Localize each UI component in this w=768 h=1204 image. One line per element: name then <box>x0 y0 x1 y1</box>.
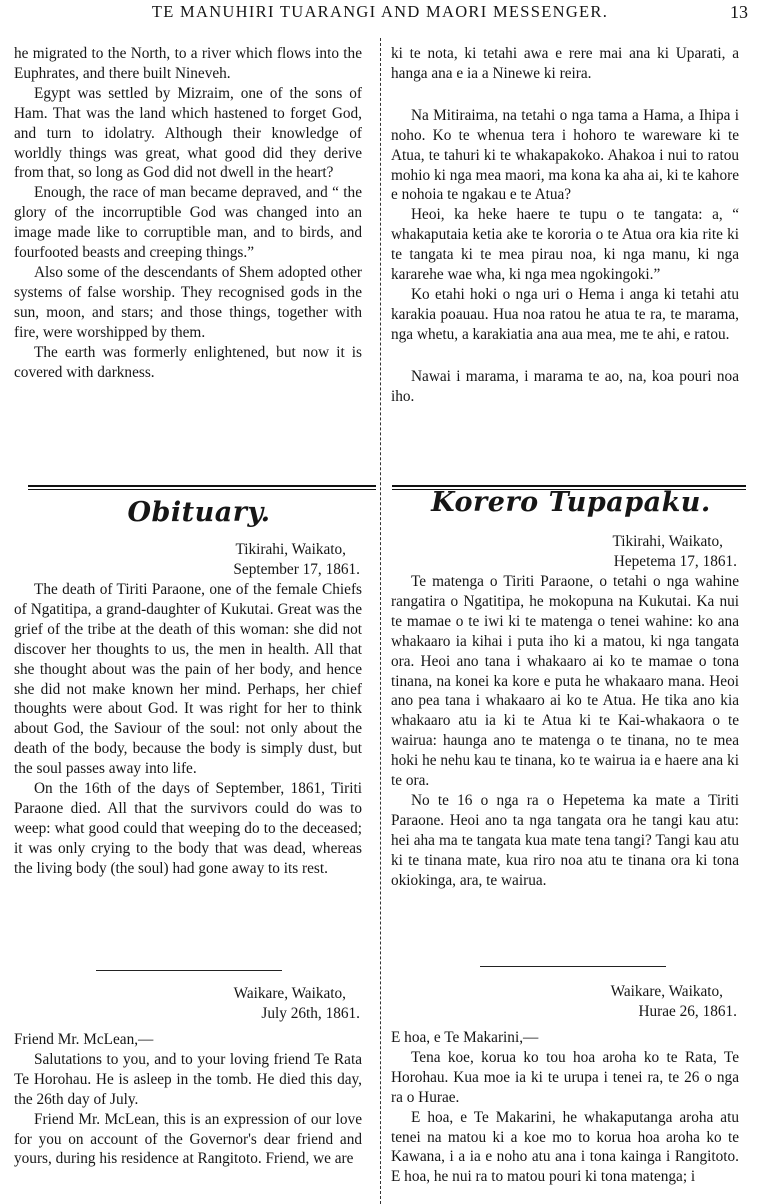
korero-tupapaku-article <box>391 532 739 891</box>
dateline-date: September 17, 1861. <box>233 561 360 578</box>
dateline-date: July 26th, 1861. <box>261 1005 360 1022</box>
letter-dateline <box>14 984 362 1024</box>
paragraph: Egypt was settled by Mizraim, one of the sons of Ham. That was the land which hastened to forget God, and turn to idolatry. Although their knowledge of worldly things was great, what good did they derive from that, so long as God did not dwell in the heart? <box>14 84 362 182</box>
letter-salutation: Friend Mr. McLean,— <box>14 1031 154 1048</box>
paragraph: Friend Mr. McLean, this is an expression of our love for you on account of the Governor's dear friend and yours, during his residence at Rangitoto. Friend, we are <box>14 1110 362 1168</box>
letter-salutation: E hoa, e Te Makarini,— <box>391 1029 539 1046</box>
letter-english <box>14 984 362 1169</box>
obituary-heading: Obituary. <box>127 497 271 528</box>
paragraph: he migrated to the North, to a river which flows into the Euphrates, and there built Nineveh. <box>14 45 362 82</box>
letter-maori <box>391 982 739 1187</box>
paragraph: Enough, the race of man became depraved, and “ the glory of the incorruptible God was changed into an image made like to corruptible man, and to birds, and fourfooted beasts and creeping things.” <box>14 184 362 262</box>
article-separator <box>96 970 282 971</box>
paragraph: Nawai i marama, i marama te ao, na, koa pouri noa iho. <box>391 367 739 405</box>
page-number: 13 <box>730 2 748 22</box>
column-divider <box>380 38 381 1204</box>
dateline-date: Hepetema 17, 1861. <box>613 553 737 570</box>
paragraph: Ko etahi hoki o nga uri o Hema i anga ki tetahi atu karakia poauau. Hua noa ratou he atua te ra, te marama, nga whetu, a karakiatia ana aua mea, me te ahi, e ratou. <box>391 285 739 343</box>
continued-article-english <box>14 44 362 382</box>
letter-dateline <box>391 982 739 1022</box>
paragraph: Na Mitiraima, na tetahi o nga tama a Hama, a Ihipa i noho. Ko te whenua tera i hohoro te wareware ki te Atua, te tahuri ki te whakapakoko. Ahakoa i nui to ratou mohio ki nga mea maori, ma kona ka aha ai, ki te kahore e nohoia te ngakau e te Atua? <box>391 106 739 204</box>
paragraph: Te matenga o Tiriti Paraone, o tetahi o nga wahine rangatira o Ngatitipa, he mokopuna na Kukutai. Ka nui te mamae o te iwi ki te matenga o tenei wahine: ko ana whakaaro ia kihai i puta iho ki a matou, ki nga tangata ora. Heoi ano tana i whakaaro ai ko te mamae o tona tinana, na konei ka kore e puta he whakaaro mana. Heoi ano pea tana i whakaaro ai ko te Atua. He tika ano kia whakaaro atu ia ki te Atua ki te Kai-whakaora o te wairua: haunga ano te matenga o te tinana, no te mea hoki he nehu kau te tinana, ko te wairua ia e haere ana ki te ora. <box>391 573 739 790</box>
paragraph: E hoa, e Te Makarini, he whakaputanga aroha atu tenei na matou ki a koe mo to korua hoa aroha ko te Kawana, i a ia e noho atu ana i tona kainga i Rangitoto. E hoa, he nui ra to matou pouri ki tona matenga; i <box>391 1108 739 1186</box>
paragraph: Also some of the descendants of Shem adopted other systems of false worship. They recognised gods in the sun, moon, and stars; and those things, together with fire, were worshipped by them. <box>14 263 362 341</box>
dateline-place: Waikare, Waikato, <box>610 983 723 1000</box>
dateline-place: Tikirahi, Waikato, <box>235 541 346 558</box>
dateline-place: Tikirahi, Waikato, <box>612 533 723 550</box>
dateline-place: Waikare, Waikato, <box>233 985 346 1002</box>
korero-dateline <box>391 532 739 572</box>
continued-article-maori <box>391 44 739 407</box>
paragraph: The death of Tiriti Paraone, one of the female Chiefs of Ngatitipa, a grand-daughter of Kukutai. Great was the grief of the tribe at the death of this woman: she did not discover her thoughts to us, the men in health. All that she thought about was the pain of her body, and hence she did not make known her mind. Perhaps, her chief thoughts were about God. It was right for her to think about God, the Saviour of the soul: not only about the death of the body, because the body is simply dust, but the soul passes away into life. <box>14 581 362 778</box>
paragraph: The earth was formerly enlightened, but now it is covered with darkness. <box>14 343 362 381</box>
section-rule <box>28 485 376 490</box>
article-separator <box>480 966 666 967</box>
masthead-title: TE MANUHIRI TUARANGI AND MAORI MESSENGER. <box>151 2 609 21</box>
paragraph: On the 16th of the days of September, 1861, Tiriti Paraone died. All that the survivors could do was to weep: what good could that weeping do to the deceased; it was only crying to the body that was dead, whereas the living body (the soul) had gone away to its rest. <box>14 780 362 877</box>
paragraph: No te 16 o nga ra o Hepetema ka mate a Tiriti Paraone. Heoi ano ta nga tangata ora he tangi kau atu: hei aha ma te tangata kua mate tena tangi? Tangi kau atu ki te tinana mate, kua riro noa atu te tinana ora ki tona okiokinga, ara, te wairua. <box>391 791 739 889</box>
dateline-date: Hurae 26, 1861. <box>638 1003 737 1020</box>
paragraph: Salutations to you, and to your loving friend Te Rata Te Horohau. He is asleep in the tomb. He died this day, the 26th day of July. <box>14 1050 362 1108</box>
paragraph: Heoi, ka heke haere te tupu o te tangata: a, “ whakaputaia ketia ake te kororia o te Atua ora kia rite ki te tangata ki te mea pirau noa, ki nga manu, ki nga kararehe wae wha, ki nga mea ngokingoki.” <box>391 206 739 284</box>
paragraph: Tena koe, korua ko tou hoa aroha ko te Rata, Te Horohau. Kua moe ia ki te urupa i tenei ra, te 26 o nga ra o Hurae. <box>391 1048 739 1106</box>
paragraph: ki te nota, ki tetahi awa e rere mai ana ki Uparati, a hanga ana e ia a Ninewe ki reira. <box>391 45 739 82</box>
korero-tupapaku-heading: Korero Tupapaku. <box>431 487 711 518</box>
obituary-article <box>14 540 362 879</box>
obituary-dateline <box>14 540 362 580</box>
